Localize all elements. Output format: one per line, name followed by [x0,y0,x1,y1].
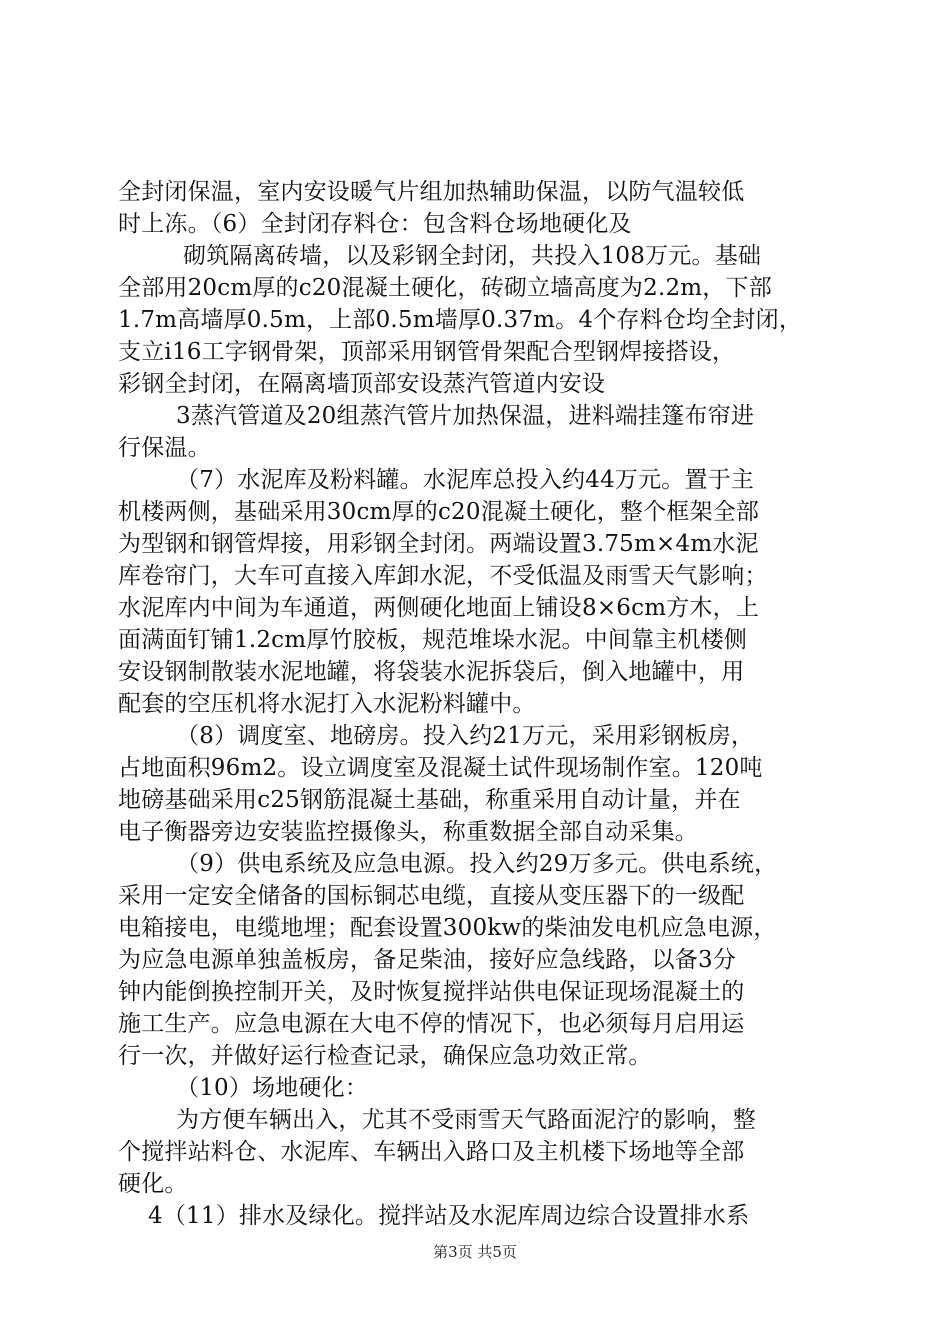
text-line: 机楼两侧，基础采用30cm厚的c20混凝土硬化，整个框架全部 [118,499,760,525]
text-line: 安设钢制散装水泥地罐，将袋装水泥拆袋后，倒入地罐中，用 [118,659,745,685]
text-line: 采用一定安全储备的国标铜芯电缆，直接从变压器下的一级配 [118,883,745,909]
text-line: 全部用20cm厚的c20混凝土硬化，砖砌立墙高度为2.2m，下部 [118,275,772,301]
text-line: 钟内能倒换控制开关，及时恢复搅拌站供电保证现场混凝土的 [118,979,745,1005]
text-line: 4（11）排水及绿化。搅拌站及水泥库周边综合设置排水系 [148,1203,750,1229]
text-line: （8）调度室、地磅房。投入约21万元，采用彩钢板房， [176,723,755,749]
text-line: 面满面钉铺1.2cm厚竹胶板，规范堆垛水泥。中间靠主机楼侧 [118,627,748,653]
text-line: （10）场地硬化： [176,1075,369,1101]
text-line: 地磅基础采用c25钢筋混凝土基础，称重采用自动计量，并在 [118,787,741,813]
text-line: 行一次，并做好运行检查记录，确保应急功效正常。 [118,1043,652,1069]
text-line: 占地面积96m2。设立调度室及混凝土试件现场制作室。120吨 [118,755,763,781]
text-line: 硬化。 [118,1171,188,1197]
page-number-footer: 第3页 共5页 [433,1243,517,1261]
text-line: 砌筑隔离砖墙，以及彩钢全封闭，共投入108万元。基础 [183,243,762,269]
text-line: 水泥库内中间为车通道，两侧硬化地面上铺设8×6cm方木，上 [118,595,760,621]
text-line: 为应急电源单独盖板房，备足柴油，接好应急线路，以备3分 [118,947,737,973]
text-line: 支立i16工字钢骨架，顶部采用钢管骨架配合型钢焊接搭设， [118,339,736,365]
text-line: （9）供电系统及应急电源。投入约29万多元。供电系统， [176,851,778,877]
text-line: 配套的空压机将水泥打入水泥粉料罐中。 [118,691,536,717]
text-line: 全封闭保温，室内安设暖气片组加热辅助保温，以防气温较低 [118,179,745,205]
text-line: 施工生产。应急电源在大电不停的情况下，也必须每月启用运 [118,1011,745,1037]
text-line: 彩钢全封闭，在隔离墙顶部安设蒸汽管道内安设 [118,371,606,397]
text-line: 3蒸汽管道及20组蒸汽管片加热保温，进料端挂篷布帘进 [176,403,755,429]
text-line: 时上冻。（6）全封闭存料仓：包含料仓场地硬化及 [118,211,632,237]
text-line: （7）水泥库及粉料罐。水泥库总投入约44万元。置于主 [176,467,755,493]
text-line: 1.7m高墙厚0.5m，上部0.5m墙厚0.37m。4个存料仓均全封闭， [118,307,803,333]
text-line: 为方便车辆出入，尤其不受雨雪天气路面泥泞的影响，整 [176,1107,756,1133]
text-line: 个搅拌站料仓、水泥库、车辆出入路口及主机楼下场地等全部 [118,1139,745,1165]
text-line: 电箱接电，电缆地埋；配套设置300kw的柴油发电机应急电源， [118,915,777,941]
text-line: 为型钢和钢管焊接，用彩钢全封闭。两端设置3.75m×4m水泥 [118,531,759,557]
text-line: 库卷帘门，大车可直接入库卸水泥，不受低温及雨雪天气影响； [118,563,768,589]
text-line: 电子衡器旁边安装监控摄像头，称重数据全部自动采集。 [118,819,698,845]
text-line: 行保温。 [118,435,211,461]
